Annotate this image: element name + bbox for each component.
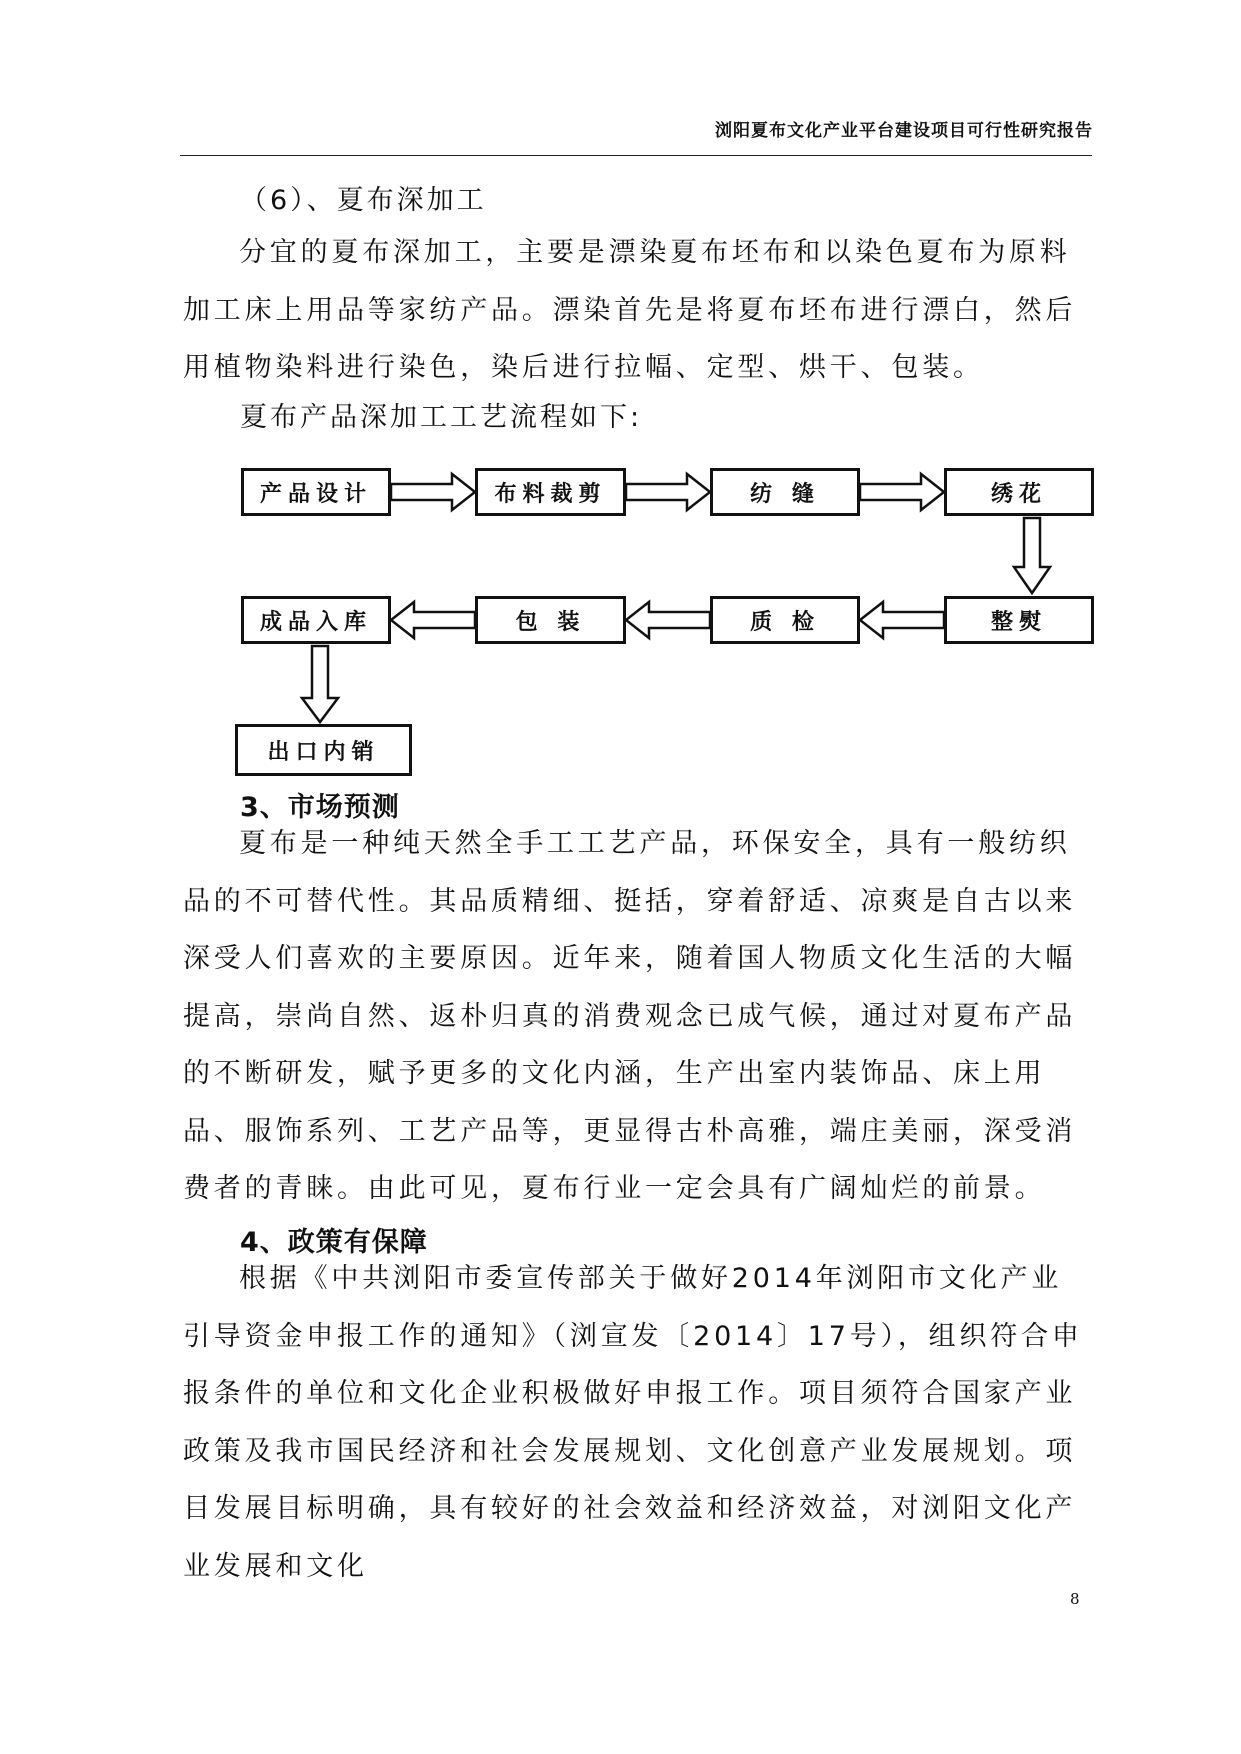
flow-step-export-domestic: 出口内销 (235, 724, 412, 776)
arrow-right-3 (860, 474, 944, 510)
arrow-down-2 (302, 646, 338, 722)
arrow-left-2 (626, 602, 710, 638)
arrow-left-3 (391, 602, 475, 638)
section6-paragraph: 分宜的夏布深加工，主要是漂染夏布坯布和以染色夏布为原料加工床上用品等家纺产品。漂染首先是将夏布坯布进行漂白，然后用植物染料进行染色，染后进行拉幅、定型、烘干、包装。 (183, 237, 1077, 383)
section3-heading: 3、市场预测 (240, 792, 400, 823)
header-title: 浏阳夏布文化产业平台建设项目可行性研究报告 (715, 121, 1093, 141)
arrow-down-1 (1014, 518, 1050, 593)
flow-arrows (0, 0, 1241, 800)
section4-paragraph: 根据《中共浏阳市委宣传部关于做好2014年浏阳市文化产业引导资金申报工作的通知》（浏宣发〔2014〕17号），组织符合申报条件的单位和文化企业积极做好申报工作。项目须符合国家产业政策及我市国民经济和社会发展规划、文化创意产业发展规划。项目发展目标明确，具有较好的社会效益和经济效益，对浏阳文化产业发展和文化 (183, 1263, 1083, 1582)
flow-step-embroidery: 绣花 (944, 468, 1094, 516)
flow-intro: 夏布产品深加工工艺流程如下: (240, 402, 643, 433)
section6-heading: （6）、夏布深加工 (240, 185, 487, 216)
flow-step-cutting: 布料裁剪 (475, 468, 626, 516)
section4-heading: 4、政策有保障 (240, 1227, 428, 1258)
flow-step-warehouse: 成品入库 (241, 596, 391, 644)
flow-step-ironing: 整熨 (944, 596, 1094, 644)
page-number: 8 (1070, 1590, 1080, 1608)
arrow-right-1 (391, 474, 475, 510)
flow-step-sewing: 纺 缝 (710, 468, 860, 516)
arrow-left-1 (860, 602, 944, 638)
section3-paragraph: 夏布是一种纯天然全手工工艺产品，环保安全，具有一般纺织品的不可替代性。其品质精细、挺括，穿着舒适、凉爽是自古以来深受人们喜欢的主要原因。近年来，随着国人物质文化生活的大幅提高，崇尚自然、返朴归真的消费观念已成气候，通过对夏布产品的不断研发，赋予更多的文化内涵，生产出室内装饰品、床上用品、服饰系列、工艺产品等，更显得古朴高雅，端庄美丽，深受消费者的青睐。由此可见，夏布行业一定会具有广阔灿烂的前景。 (183, 828, 1077, 1204)
flow-step-design: 产品设计 (241, 468, 391, 516)
arrow-right-2 (626, 474, 710, 510)
flow-step-packaging: 包 装 (475, 596, 626, 644)
flow-step-inspection: 质 检 (710, 596, 860, 644)
